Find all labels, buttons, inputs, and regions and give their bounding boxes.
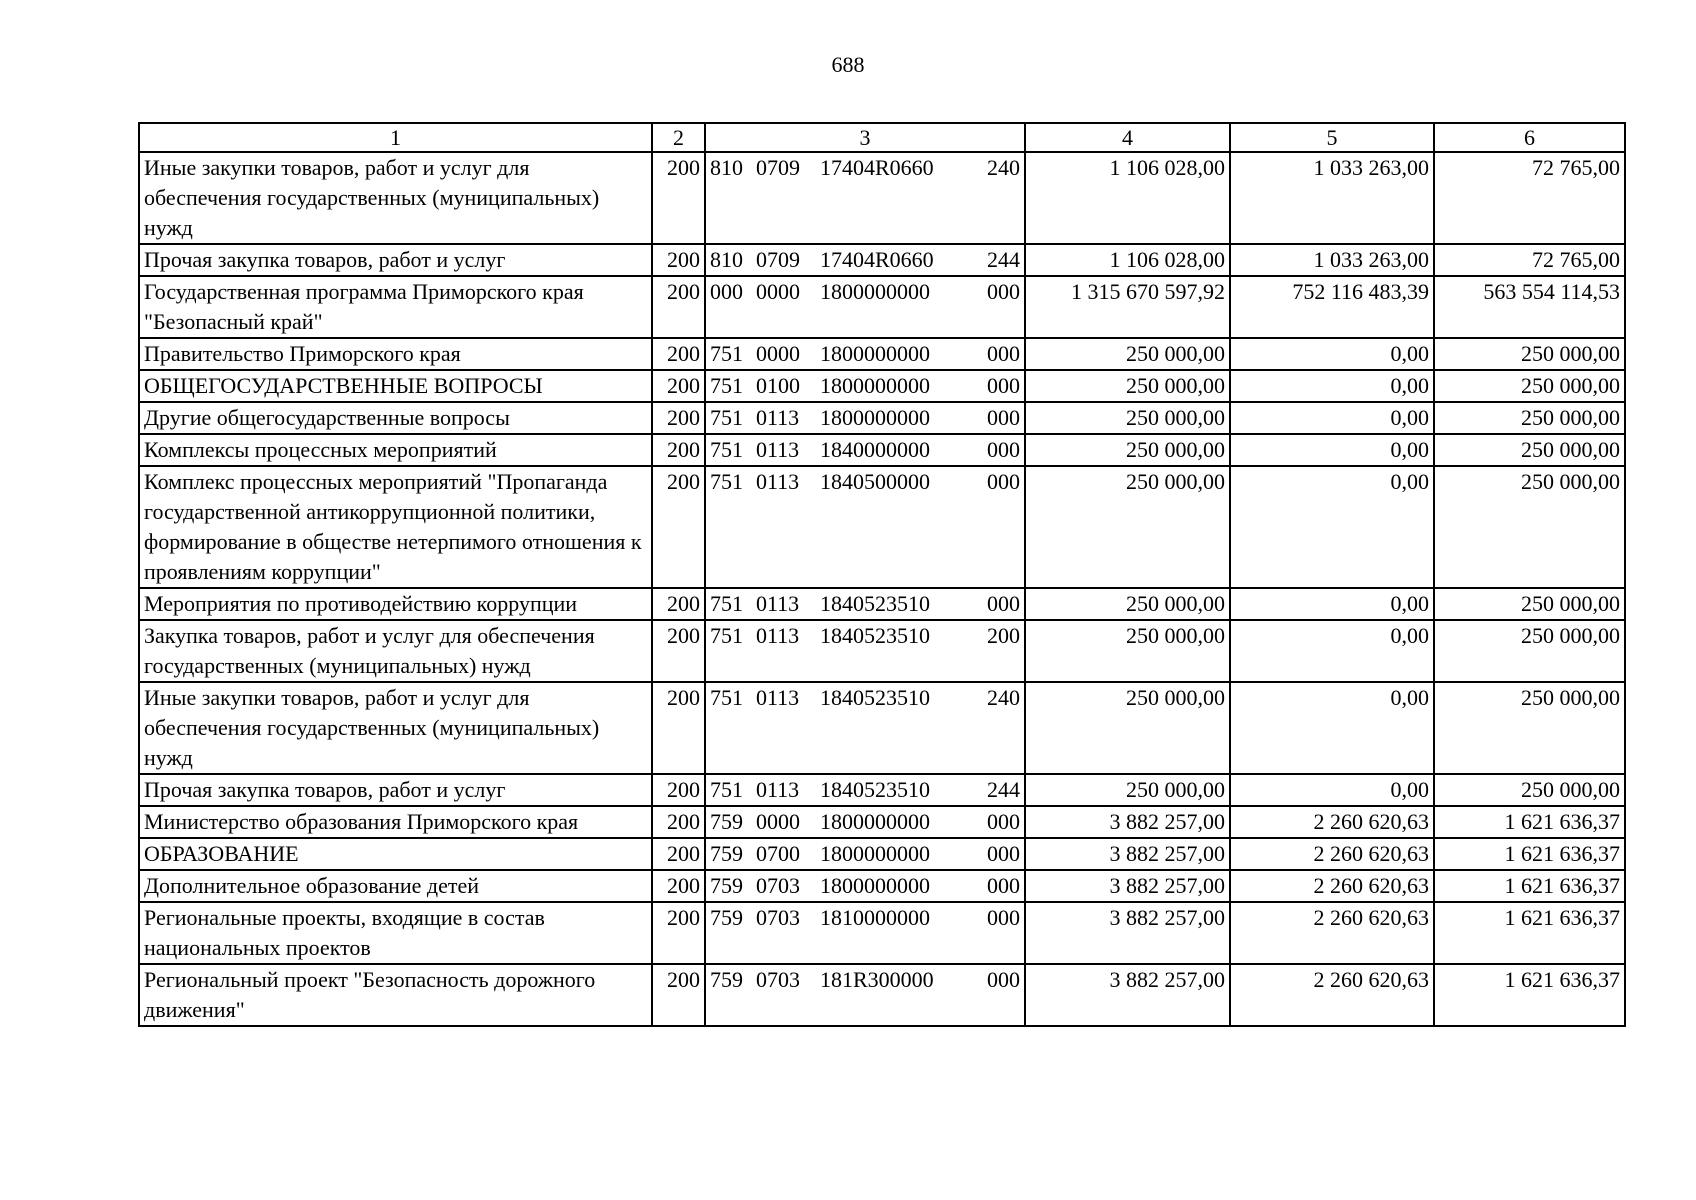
section-code: 0703 <box>756 967 800 992</box>
row-name: Другие общегосударственные вопросы <box>139 402 652 434</box>
row-col-4-amount: 3 882 257,00 <box>1025 806 1230 838</box>
target-item-code: 1800000000 <box>820 841 930 866</box>
row-col-6-amount: 72 765,00 <box>1434 244 1625 276</box>
table-row <box>139 806 1625 838</box>
row-col-2: 200 <box>652 620 705 682</box>
classification-code <box>710 683 1020 713</box>
row-col-3-codes <box>705 244 1025 276</box>
row-name: Правительство Приморского края <box>139 338 652 370</box>
row-col-4-amount: 250 000,00 <box>1025 402 1230 434</box>
classification-code <box>710 245 1020 275</box>
row-col-3-codes <box>705 870 1025 902</box>
row-col-6-amount: 1 621 636,37 <box>1434 870 1625 902</box>
row-col-3-codes <box>705 152 1025 244</box>
section-code: 0709 <box>756 155 800 180</box>
row-col-6-amount: 563 554 114,53 <box>1434 276 1625 338</box>
row-col-4-amount: 250 000,00 <box>1025 434 1230 466</box>
target-item-code: 1800000000 <box>820 873 930 898</box>
row-col-3-codes <box>705 902 1025 964</box>
dept-code: 810 <box>710 247 743 272</box>
row-col-2: 200 <box>652 434 705 466</box>
target-item-code: 1840523510 <box>820 685 930 710</box>
row-name: Комплексы процессных мероприятий <box>139 434 652 466</box>
dept-code: 751 <box>710 591 743 616</box>
section-code: 0113 <box>756 591 800 616</box>
table-row <box>139 838 1625 870</box>
dept-code: 759 <box>710 905 743 930</box>
row-name: Иные закупки товаров, работ и услуг для обеспечения государственных (муниципальных) нужд <box>139 152 652 244</box>
row-col-5-amount: 2 260 620,63 <box>1230 902 1434 964</box>
row-col-4-amount: 3 882 257,00 <box>1025 964 1230 1026</box>
section-code: 0709 <box>756 247 800 272</box>
row-col-3-codes <box>705 838 1025 870</box>
header-col-3: 3 <box>705 123 1025 152</box>
target-item-code: 17404R0660 <box>820 155 934 180</box>
row-col-3-codes <box>705 466 1025 588</box>
table-row <box>139 620 1625 682</box>
row-col-4-amount: 250 000,00 <box>1025 588 1230 620</box>
row-col-6-amount: 1 621 636,37 <box>1434 964 1625 1026</box>
row-col-6-amount: 250 000,00 <box>1434 370 1625 402</box>
row-col-2: 200 <box>652 964 705 1026</box>
classification-code <box>710 903 1020 933</box>
dept-code: 751 <box>710 469 743 494</box>
row-col-4-amount: 250 000,00 <box>1025 620 1230 682</box>
row-col-2: 200 <box>652 806 705 838</box>
row-col-3-codes <box>705 964 1025 1026</box>
section-code: 0113 <box>756 469 800 494</box>
row-col-2: 200 <box>652 370 705 402</box>
table-row <box>139 338 1625 370</box>
row-col-4-amount: 1 106 028,00 <box>1025 244 1230 276</box>
header-col-2: 2 <box>652 123 705 152</box>
row-col-5-amount: 2 260 620,63 <box>1230 806 1434 838</box>
row-col-4-amount: 250 000,00 <box>1025 682 1230 774</box>
expense-type-code: 000 <box>987 873 1020 898</box>
row-col-5-amount: 752 116 483,39 <box>1230 276 1434 338</box>
row-col-2: 200 <box>652 774 705 806</box>
expense-type-code: 000 <box>987 841 1020 866</box>
section-code: 0703 <box>756 905 800 930</box>
classification-code <box>710 153 1020 183</box>
expense-type-code: 000 <box>987 405 1020 430</box>
row-name: Комплекс процессных мероприятий "Пропаганда государственной антикоррупционной политики, формирование в обществе нетерпимого отношения к проявлениям коррупции" <box>139 466 652 588</box>
classification-code <box>710 403 1020 433</box>
row-col-3-codes <box>705 588 1025 620</box>
row-col-6-amount: 250 000,00 <box>1434 682 1625 774</box>
row-col-2: 200 <box>652 338 705 370</box>
expense-type-code: 244 <box>987 777 1020 802</box>
table-row <box>139 152 1625 244</box>
expense-type-code: 000 <box>987 437 1020 462</box>
row-col-4-amount: 1 315 670 597,92 <box>1025 276 1230 338</box>
target-item-code: 1840500000 <box>820 469 930 494</box>
row-col-6-amount: 72 765,00 <box>1434 152 1625 244</box>
target-item-code: 1840000000 <box>820 437 930 462</box>
row-col-3-codes <box>705 774 1025 806</box>
expense-type-code: 000 <box>987 279 1020 304</box>
classification-code <box>710 965 1020 995</box>
row-col-5-amount: 2 260 620,63 <box>1230 964 1434 1026</box>
dept-code: 751 <box>710 341 743 366</box>
header-col-4: 4 <box>1025 123 1230 152</box>
row-col-4-amount: 3 882 257,00 <box>1025 902 1230 964</box>
page-number: 688 <box>831 52 865 77</box>
table-row <box>139 588 1625 620</box>
table-row <box>139 466 1625 588</box>
row-col-5-amount: 0,00 <box>1230 402 1434 434</box>
classification-code <box>710 775 1020 805</box>
target-item-code: 1840523510 <box>820 623 930 648</box>
row-col-6-amount: 1 621 636,37 <box>1434 806 1625 838</box>
row-col-2: 200 <box>652 276 705 338</box>
target-item-code: 17404R0660 <box>820 247 934 272</box>
row-name: ОБРАЗОВАНИЕ <box>139 838 652 870</box>
dept-code: 751 <box>710 373 743 398</box>
classification-code <box>710 435 1020 465</box>
target-item-code: 1800000000 <box>820 405 930 430</box>
dept-code: 759 <box>710 809 743 834</box>
row-name: Государственная программа Приморского края "Безопасный край" <box>139 276 652 338</box>
table-row <box>139 682 1625 774</box>
row-col-5-amount: 2 260 620,63 <box>1230 870 1434 902</box>
row-name: Мероприятия по противодействию коррупции <box>139 588 652 620</box>
row-col-5-amount: 0,00 <box>1230 434 1434 466</box>
row-col-5-amount: 0,00 <box>1230 682 1434 774</box>
row-col-2: 200 <box>652 466 705 588</box>
row-name: Региональный проект "Безопасность дорожного движения" <box>139 964 652 1026</box>
row-col-5-amount: 1 033 263,00 <box>1230 244 1434 276</box>
row-col-2: 200 <box>652 682 705 774</box>
row-col-4-amount: 3 882 257,00 <box>1025 870 1230 902</box>
target-item-code: 1800000000 <box>820 809 930 834</box>
expense-type-code: 000 <box>987 373 1020 398</box>
table-row <box>139 964 1625 1026</box>
expense-type-code: 000 <box>987 591 1020 616</box>
target-item-code: 1810000000 <box>820 905 930 930</box>
expense-type-code: 000 <box>987 905 1020 930</box>
row-col-6-amount: 250 000,00 <box>1434 774 1625 806</box>
dept-code: 751 <box>710 777 743 802</box>
target-item-code: 1800000000 <box>820 341 930 366</box>
section-code: 0000 <box>756 341 800 366</box>
header-col-6: 6 <box>1434 123 1625 152</box>
row-col-6-amount: 250 000,00 <box>1434 466 1625 588</box>
row-col-3-codes <box>705 370 1025 402</box>
row-col-3-codes <box>705 806 1025 838</box>
header-col-5: 5 <box>1230 123 1434 152</box>
section-code: 0113 <box>756 437 800 462</box>
expense-type-code: 000 <box>987 967 1020 992</box>
section-code: 0000 <box>756 809 800 834</box>
row-name: Региональные проекты, входящие в состав национальных проектов <box>139 902 652 964</box>
row-col-6-amount: 250 000,00 <box>1434 620 1625 682</box>
section-code: 0113 <box>756 405 800 430</box>
classification-code <box>710 871 1020 901</box>
row-col-3-codes <box>705 434 1025 466</box>
classification-code <box>710 371 1020 401</box>
row-col-3-codes <box>705 276 1025 338</box>
row-name: Министерство образования Приморского края <box>139 806 652 838</box>
row-col-6-amount: 1 621 636,37 <box>1434 902 1625 964</box>
row-col-6-amount: 1 621 636,37 <box>1434 838 1625 870</box>
classification-code <box>710 839 1020 869</box>
row-col-2: 200 <box>652 902 705 964</box>
row-name: Иные закупки товаров, работ и услуг для обеспечения государственных (муниципальных) нужд <box>139 682 652 774</box>
row-col-5-amount: 0,00 <box>1230 774 1434 806</box>
expense-type-code: 000 <box>987 341 1020 366</box>
row-name: Дополнительное образование детей <box>139 870 652 902</box>
row-col-2: 200 <box>652 402 705 434</box>
row-col-4-amount: 250 000,00 <box>1025 338 1230 370</box>
row-col-6-amount: 250 000,00 <box>1434 588 1625 620</box>
row-col-3-codes <box>705 620 1025 682</box>
header-col-1: 1 <box>139 123 652 152</box>
row-col-3-codes <box>705 338 1025 370</box>
section-code: 0700 <box>756 841 800 866</box>
row-col-4-amount: 250 000,00 <box>1025 774 1230 806</box>
row-col-3-codes <box>705 402 1025 434</box>
table-row <box>139 870 1625 902</box>
row-name: ОБЩЕГОСУДАРСТВЕННЫЕ ВОПРОСЫ <box>139 370 652 402</box>
row-col-4-amount: 3 882 257,00 <box>1025 838 1230 870</box>
row-col-2: 200 <box>652 152 705 244</box>
table-row <box>139 276 1625 338</box>
dept-code: 751 <box>710 437 743 462</box>
row-col-4-amount: 250 000,00 <box>1025 466 1230 588</box>
dept-code: 751 <box>710 405 743 430</box>
dept-code: 000 <box>710 279 743 304</box>
classification-code <box>710 339 1020 369</box>
target-item-code: 1840523510 <box>820 777 930 802</box>
row-name: Прочая закупка товаров, работ и услуг <box>139 774 652 806</box>
table-row <box>139 402 1625 434</box>
row-col-2: 200 <box>652 588 705 620</box>
row-col-2: 200 <box>652 244 705 276</box>
classification-code <box>710 621 1020 651</box>
row-name: Прочая закупка товаров, работ и услуг <box>139 244 652 276</box>
target-item-code: 1800000000 <box>820 373 930 398</box>
classification-code <box>710 467 1020 497</box>
table-row <box>139 370 1625 402</box>
row-col-4-amount: 1 106 028,00 <box>1025 152 1230 244</box>
dept-code: 759 <box>710 967 743 992</box>
expense-type-code: 240 <box>987 685 1020 710</box>
row-col-5-amount: 0,00 <box>1230 370 1434 402</box>
section-code: 0703 <box>756 873 800 898</box>
expense-type-code: 244 <box>987 247 1020 272</box>
expense-type-code: 000 <box>987 469 1020 494</box>
section-code: 0100 <box>756 373 800 398</box>
expense-type-code: 200 <box>987 623 1020 648</box>
row-col-5-amount: 0,00 <box>1230 588 1434 620</box>
classification-code <box>710 589 1020 619</box>
dept-code: 759 <box>710 841 743 866</box>
section-code: 0113 <box>756 623 800 648</box>
expense-type-code: 240 <box>987 155 1020 180</box>
row-col-3-codes <box>705 682 1025 774</box>
table-row <box>139 774 1625 806</box>
dept-code: 751 <box>710 685 743 710</box>
row-col-6-amount: 250 000,00 <box>1434 434 1625 466</box>
expense-type-code: 000 <box>987 809 1020 834</box>
classification-code <box>710 277 1020 307</box>
row-col-4-amount: 250 000,00 <box>1025 370 1230 402</box>
target-item-code: 181R300000 <box>820 967 934 992</box>
classification-code <box>710 807 1020 837</box>
row-col-6-amount: 250 000,00 <box>1434 338 1625 370</box>
row-col-2: 200 <box>652 838 705 870</box>
row-col-5-amount: 1 033 263,00 <box>1230 152 1434 244</box>
target-item-code: 1800000000 <box>820 279 930 304</box>
dept-code: 810 <box>710 155 743 180</box>
section-code: 0113 <box>756 685 800 710</box>
row-col-5-amount: 0,00 <box>1230 338 1434 370</box>
row-col-2: 200 <box>652 870 705 902</box>
row-col-5-amount: 0,00 <box>1230 620 1434 682</box>
section-code: 0000 <box>756 279 800 304</box>
header-row <box>139 123 1625 152</box>
row-col-5-amount: 0,00 <box>1230 466 1434 588</box>
table-row <box>139 244 1625 276</box>
dept-code: 751 <box>710 623 743 648</box>
budget-table <box>138 122 1626 1027</box>
target-item-code: 1840523510 <box>820 591 930 616</box>
section-code: 0113 <box>756 777 800 802</box>
row-name: Закупка товаров, работ и услуг для обеспечения государственных (муниципальных) нужд <box>139 620 652 682</box>
table-row <box>139 902 1625 964</box>
table-row <box>139 434 1625 466</box>
row-col-5-amount: 2 260 620,63 <box>1230 838 1434 870</box>
row-col-6-amount: 250 000,00 <box>1434 402 1625 434</box>
dept-code: 759 <box>710 873 743 898</box>
